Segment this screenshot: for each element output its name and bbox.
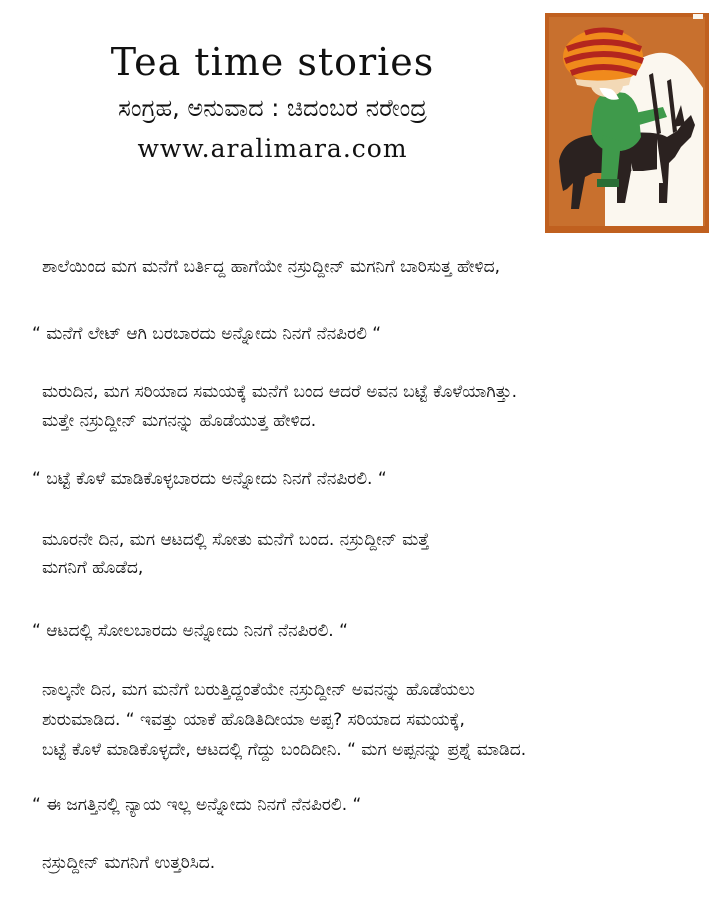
story-line: ಶುರುಮಾಡಿದ. “ ಇವತ್ತು ಯಾಕೆ ಹೊಡಿತಿದೀಯಾ ಅಪ್ಪ? ಸರಿಯಾದ ಸಮಯಕ್ಕೆ, <box>42 710 465 730</box>
story-line: ಮೂರನೇ ದಿನ, ಮಗ ಆಟದಲ್ಲಿ ಸೋತು ಮನೆಗೆ ಬಂದ. ನಸ್ರುದ್ದೀನ್ ಮತ್ತೆ <box>42 530 430 550</box>
story-quote: “ ಈ ಜಗತ್ತಿನಲ್ಲಿ ನ್ಯಾಯ ಇಲ್ಲ ಅನ್ನೋದು ನಿನಗೆ ನೆನಪಿರಲಿ. “ <box>32 795 362 815</box>
header <box>0 38 545 168</box>
story-quote: “ ಆಟದಲ್ಲಿ ಸೋಲಬಾರದು ಅನ್ನೋದು ನಿನಗೆ ನೆನಪಿರಲಿ. “ <box>32 621 348 641</box>
story-line: ಮತ್ತೇ ನಸ್ರುದ್ದೀನ್ ಮಗನನ್ನು ಹೊಡೆಯುತ್ತ ಹೇಳಿದ. <box>42 411 317 431</box>
story-line: ಮಗನಿಗೆ ಹೊಡೆದ, <box>42 558 144 578</box>
story-line: ಮರುದಿನ, ಮಗ ಸರಿಯಾದ ಸಮಯಕ್ಕೆ ಮನೆಗೆ ಬಂದ ಆದರೆ ಅವನ ಬಟ್ಟೆ ಕೊಳೆಯಾಗಿತ್ತು. <box>42 382 517 402</box>
website-link[interactable]: www.aralimara.com <box>137 134 408 163</box>
story-line: ನಸ್ರುದ್ದೀನ್ ಮಗನಿಗೆ ಉತ್ತರಿಸಿದ. <box>42 853 216 873</box>
story-line: ಶಾಲೆಯಿಂದ ಮಗ ಮನೆಗೆ ಬರ್ತಿದ್ದ ಹಾಗೆಯೇ ನಸ್ರುದ್ದೀನ್ ಮಗನಿಗೆ ಬಾರಿಸುತ್ತ ಹೇಳಿದ, <box>42 257 501 277</box>
story-line: ನಾಲ್ಕನೇ ದಿನ, ಮಗ ಮನೆಗೆ ಬರುತ್ತಿದ್ದಂತೆಯೇ ನಸ್ರುದ್ದೀನ್ ಅವನನ್ನು ಹೊಡೆಯಲು <box>42 680 475 700</box>
story-line: ಬಟ್ಟೆ ಕೊಳೆ ಮಾಡಿಕೊಳ್ಳದೇ, ಆಟದಲ್ಲಿ ಗೆದ್ದು ಬಂದಿದೀನಿ. “ ಮಗ ಅಪ್ಪನನ್ನು ಪ್ರಶ್ನೆ ಮಾಡಿದ. <box>42 740 527 760</box>
story-quote: “ ಬಟ್ಟೆ ಕೊಳೆ ಮಾಡಿಕೊಳ್ಳಬಾರದು ಅನ್ನೋದು ನಿನಗೆ ನೆನಪಿರಲಿ. “ <box>32 469 387 489</box>
story-quote: “ ಮನೆಗೆ ಲೇಟ್ ಆಗಿ ಬರಬಾರದು ಅನ್ನೋದು ನಿನಗೆ ನೆನಪಿರಲಿ “ <box>32 324 382 344</box>
page-title: Tea time stories <box>110 40 435 84</box>
page-subtitle: ಸಂಗ್ರಹ, ಅನುವಾದ : ಚಿದಂಬರ ನರೇಂದ್ರ <box>118 94 427 122</box>
man-on-donkey-illustration <box>545 13 709 233</box>
